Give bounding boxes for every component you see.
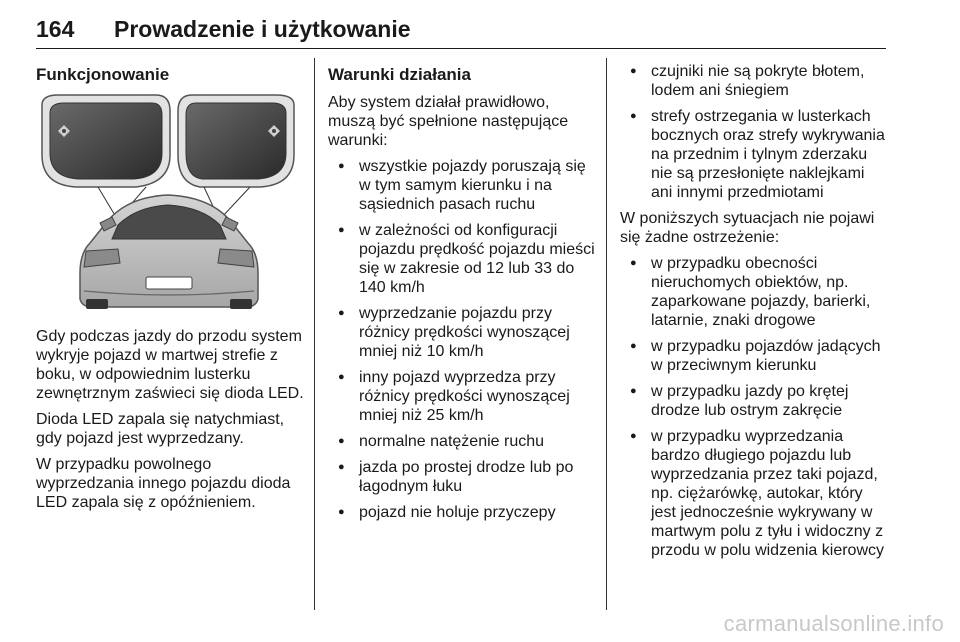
- page-number: 164: [36, 16, 75, 42]
- paragraph: W poniższych sytuacjach nie pojawi się żadne ostrzeżenie:: [620, 210, 875, 246]
- list-item: ● normalne natężenie ruchu: [328, 432, 596, 451]
- paragraph: W przypadku powolnego wyprzedzania innego pojazdu dioda LED zapala się z opóźnieniem.: [36, 456, 291, 511]
- no-warning-list: [620, 254, 890, 560]
- watermark: carmanualsonline.info: [723, 611, 944, 636]
- column-2: [328, 62, 596, 529]
- section-heading-functioning: Funkcjonowanie: [36, 65, 170, 84]
- car-mirrors-image: [36, 93, 300, 311]
- header-rule: [36, 48, 886, 49]
- page-title: Prowadzenie i użytkowanie: [114, 16, 411, 42]
- paragraph: Dioda LED zapala się natychmiast, gdy pojazd jest wyprzedzany.: [36, 411, 285, 447]
- list-item: ● w przypadku wyprzedzania bardzo długiego pojazdu lub wyprzedzania przez taki pojazd, np. ciężarówkę, autokar, który jest jednocześnie wykrywany w martwym polu z tyłu i widoczny z przodu w polu widzenia kierowcy: [620, 427, 890, 560]
- list-item: ● czujniki nie są pokryte błotem, lodem ani śniegiem: [620, 62, 890, 100]
- list-item: ● jazda po prostej drodze lub po łagodnym łuku: [328, 458, 596, 496]
- mirror-illustration: [36, 93, 300, 311]
- list-item: ● pojazd nie holuje przyczepy: [328, 503, 596, 522]
- list-item: ● w przypadku jazdy po krętej drodze lub ostrym zakręcie: [620, 382, 890, 420]
- list-item: ● inny pojazd wyprzedza przy różnicy prędkości wynoszącej mniej niż 25 km/h: [328, 368, 596, 425]
- conditions-list-continued: [620, 62, 890, 202]
- paragraph: Gdy podczas jazdy do przodu system wykryje pojazd w martwej strefie z boku, w odpowiednim lusterku zewnętrznym zaświeci się dioda LED.: [36, 328, 304, 402]
- column-1: [36, 62, 304, 519]
- list-item: ● w zależności od konfiguracji pojazdu prędkość pojazdu mieści się w zakresie od 12 lub 33 do 140 km/h: [328, 221, 596, 297]
- page-header: [36, 10, 886, 46]
- section-heading-conditions: Warunki działania: [328, 65, 471, 84]
- list-item: ● w przypadku pojazdów jadących w przeciwnym kierunku: [620, 337, 890, 375]
- list-item: ● strefy ostrzegania w lusterkach bocznych oraz strefy wykrywania na przednim i tylnym zderzaku nie są przesłonięte naklejkami ani innymi przedmiotami: [620, 107, 890, 202]
- column-3: [620, 62, 890, 567]
- list-item: ● w przypadku obecności nieruchomych obiektów, np. zaparkowane pojazdy, barierki, latarnie, znaki drogowe: [620, 254, 890, 330]
- list-item: ● wyprzedzanie pojazdu przy różnicy prędkości wynoszącej mniej niż 10 km/h: [328, 304, 596, 361]
- paragraph: Aby system działał prawidłowo, muszą być spełnione następujące warunki:: [328, 94, 569, 149]
- list-item: ● wszystkie pojazdy poruszają się w tym samym kierunku i na sąsiednich pasach ruchu: [328, 157, 596, 214]
- conditions-list: [328, 157, 596, 522]
- column-divider-1: [314, 58, 315, 610]
- column-divider-2: [606, 58, 607, 610]
